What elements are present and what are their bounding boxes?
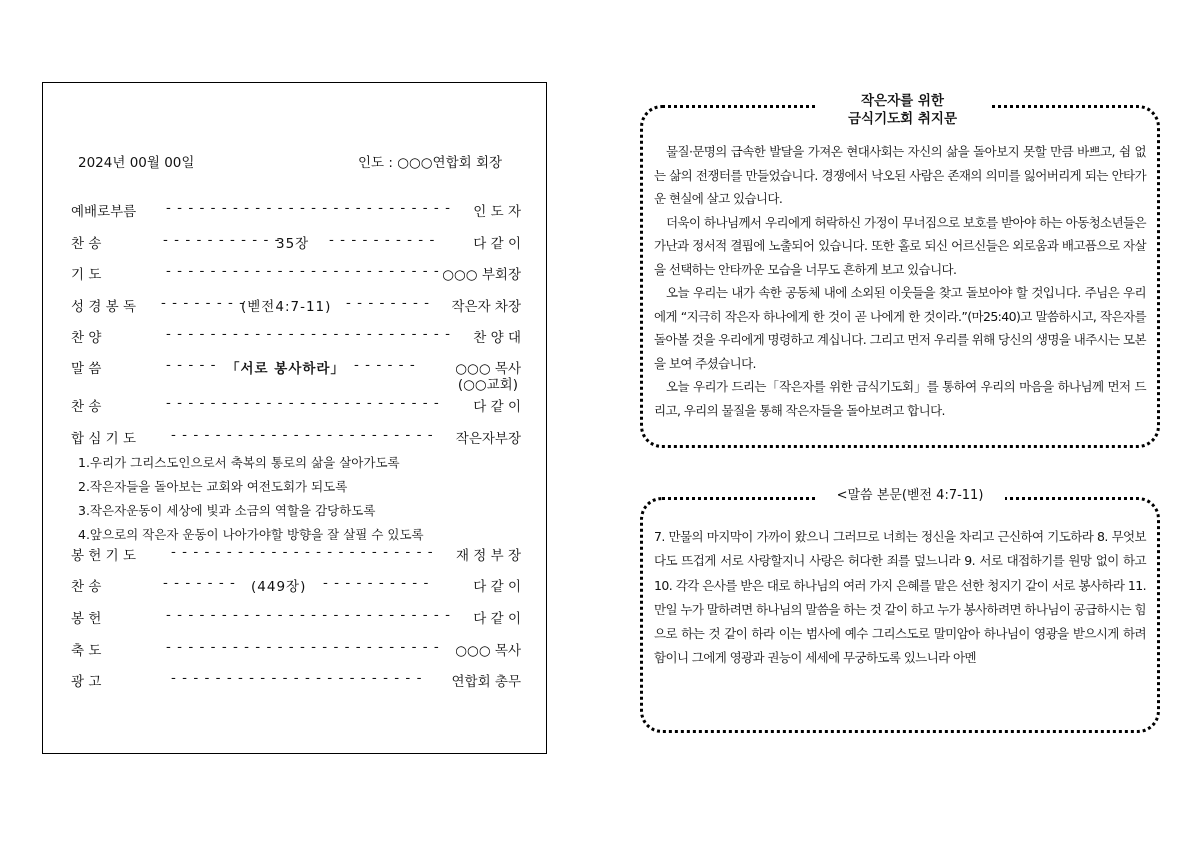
prayer-item: 1.우리가 그리스도인으로서 축복의 통로의 삶을 살아가도록 — [78, 455, 400, 470]
preacher-church: (○○교회) — [457, 377, 518, 393]
order-row — [71, 295, 521, 315]
order-label: 합 심 기 도 — [71, 431, 137, 447]
order-detail: 35장 — [276, 236, 310, 252]
order-row — [71, 232, 521, 252]
order-label: 축 도 — [71, 643, 102, 659]
order-row — [71, 639, 521, 659]
scripture-title: <말씀 본문(벧전 4:7-11) — [815, 487, 1005, 505]
leader-dashes: - - - - - - - - - - - - - - - - - - - - - - - - - - — [166, 200, 451, 216]
order-label: 찬 송 — [71, 236, 102, 252]
leader-dashes: - - - - - - - - - - — [323, 575, 430, 591]
prayer-item: 2.작은자들을 돌아보는 교회와 여전도회가 되도록 — [78, 479, 348, 494]
leader-dashes: - - - - - - - - - - - - - - - - - - - - - - - - - - — [166, 607, 451, 623]
leader-dashes: - - - - - - - - - - — [329, 232, 436, 248]
order-person: 다 같 이 — [473, 611, 521, 627]
intent-title-line1: 작은자를 위한 — [861, 93, 944, 109]
intent-title — [815, 92, 990, 128]
order-row — [71, 263, 521, 283]
order-row — [71, 326, 521, 346]
order-person: 다 같 이 — [473, 399, 521, 415]
leader-dashes: - - - - - - - - - - - - - - - - - - - - - - - - — [171, 544, 434, 560]
order-row — [71, 607, 521, 627]
order-label: 광 고 — [71, 674, 102, 690]
intent-body — [654, 140, 1146, 422]
order-row — [71, 544, 521, 564]
intent-paragraph: 오늘 우리는 내가 속한 공동체 내에 소외된 이웃들을 찾고 돌보아야 할 것입니다. 주님은 우리에게 “지극히 작은자 하나에게 한 것이 곧 나에게 한 것이라.”(마25:40)고 말씀하시고, 작은자를 돌아볼 것을 우리에게 명령하고 계십니다. 그리고 먼저 우리를 위해 당신의 생명을 내주시는 모본을 보여 주셨습니다. — [654, 285, 1146, 371]
order-person: ○○○ 부회장 — [442, 267, 521, 283]
intent-paragraph: 더욱이 하나님께서 우리에게 허락하신 가정이 무너짐으로 보호를 받아야 하는 아동청소년들은 가난과 정서적 결핍에 노출되어 있습니다. 또한 홀로 되신 어르신들은 외로움과 배고픔으로 자살을 선택하는 안타까운 모습을 너무도 흔하게 보고 있습니다. — [654, 214, 1146, 277]
leader-dashes: - - - - - - - - - - - - - - - - - - - - - - - — [171, 670, 423, 686]
leader-dashes: - - - - - - - - - - - — [163, 232, 281, 248]
order-label: 봉 헌 — [71, 611, 102, 627]
order-person: 재 정 부 장 — [455, 548, 521, 564]
order-row — [71, 670, 521, 690]
order-label: 찬 송 — [71, 579, 102, 595]
order-person: 작은자부장 — [455, 431, 521, 447]
order-person: ○○○ 목사 — [455, 643, 521, 659]
intent-title-line2: 금식기도회 취지문 — [847, 111, 958, 127]
leader-dashes: - - - - - - - — [163, 575, 236, 591]
intent-paragraph: 물질·문명의 급속한 발달을 가져온 현대사회는 자신의 삶을 돌아보지 못할 만큼 바쁘고, 쉼 없는 삶의 전쟁터를 만들었습니다. 경쟁에서 낙오된 사람은 존재의 의미를 잃어버리게 되는 안타가운 현실에 살고 있습니다. — [654, 144, 1146, 206]
order-person: 찬 양 대 — [473, 330, 521, 346]
order-label: 예배로부름 — [71, 204, 137, 220]
leader-dashes: - - - - - - - - - - - - - - - - - - - - - - - - - — [166, 263, 440, 279]
date-line — [78, 151, 518, 171]
leader-dashes: - - - - - - - - — [161, 295, 246, 311]
leader-dashes: - - - - - - - - - - - - - - - - - - - - - - - - - — [166, 395, 440, 411]
order-person: ○○○ 목사 — [455, 361, 521, 377]
order-label: 기 도 — [71, 267, 102, 283]
sermon-title: 「서로 봉사하라」 — [226, 361, 345, 377]
order-person: 다 같 이 — [473, 236, 521, 252]
order-person: 다 같 이 — [473, 579, 521, 595]
order-row — [71, 200, 521, 220]
leader-dashes: - - - - - — [166, 357, 217, 373]
leader-dashes: - - - - - - - - — [346, 295, 431, 311]
leader-dashes: - - - - - - - - - - - - - - - - - - - - - - - - — [171, 427, 434, 443]
order-label: 성 경 봉 독 — [71, 299, 137, 315]
leader-dashes: - - - - - - — [354, 357, 416, 373]
service-date: 2024년 00월 00일 — [78, 155, 195, 171]
order-label: 찬 양 — [71, 330, 102, 346]
leader-dashes: - - - - - - - - - - - - - - - - - - - - - - - - - — [166, 639, 440, 655]
order-row — [71, 357, 521, 377]
order-person: 인 도 자 — [473, 204, 521, 220]
order-label: 봉 헌 기 도 — [71, 548, 137, 564]
order-person: 작은자 차장 — [451, 299, 521, 315]
prayer-item: 4.앞으로의 작은자 운동이 나아가야할 방향을 잘 살필 수 있도록 — [78, 527, 424, 542]
worship-order-panel — [42, 82, 547, 754]
order-row — [71, 395, 521, 415]
order-person: 연합회 총무 — [451, 674, 521, 690]
prayer-item: 3.작은자운동이 세상에 빛과 소금의 역할을 감당하도록 — [78, 503, 376, 518]
leader-dashes: - - - - - - - - - - - - - - - - - - - - - - - - - - — [166, 326, 451, 342]
intent-paragraph: 오늘 우리가 드리는「작은자를 위한 금식기도회」를 통하여 우리의 마음을 하나님께 먼저 드리고, 우리의 물질을 통해 작은자들을 돌아보려고 합니다. — [654, 379, 1146, 418]
order-row — [71, 427, 521, 447]
order-row — [71, 575, 521, 595]
order-detail: (벧전4:7-11) — [241, 299, 332, 315]
scripture-text: 7. 만물의 마지막이 가까이 왔으니 그러므로 너희는 정신을 차리고 근신하여 기도하라 8. 무엇보다도 뜨겁게 서로 사랑할지니 사랑은 허다한 죄를 덮느니라 9. 서로 대접하기를 원망 없이 하고 10. 각각 은사를 받은 대로 하나님의 여러 가지 은혜를 맡은 선한 청지기 같이 서로 봉사하라 11. 만일 누가 말하려면 하나님의 말씀을 하는 것 같이 하고 누가 봉사하려면 하나님이 공급하시는 힘으로 하는 것 같이 하라 이는 범사에 예수 그리스도로 말미암아 하나님이 영광을 받으시게 하려 함이니 그에게 영광과 권능이 세세에 무궁하도록 있느니라 아멘 — [654, 529, 1146, 666]
order-detail: (449장) — [251, 579, 307, 595]
service-leader: 인도 : ○○○연합회 회장 — [358, 155, 503, 171]
order-label: 찬 송 — [71, 399, 102, 415]
order-label: 말 씀 — [71, 361, 102, 377]
